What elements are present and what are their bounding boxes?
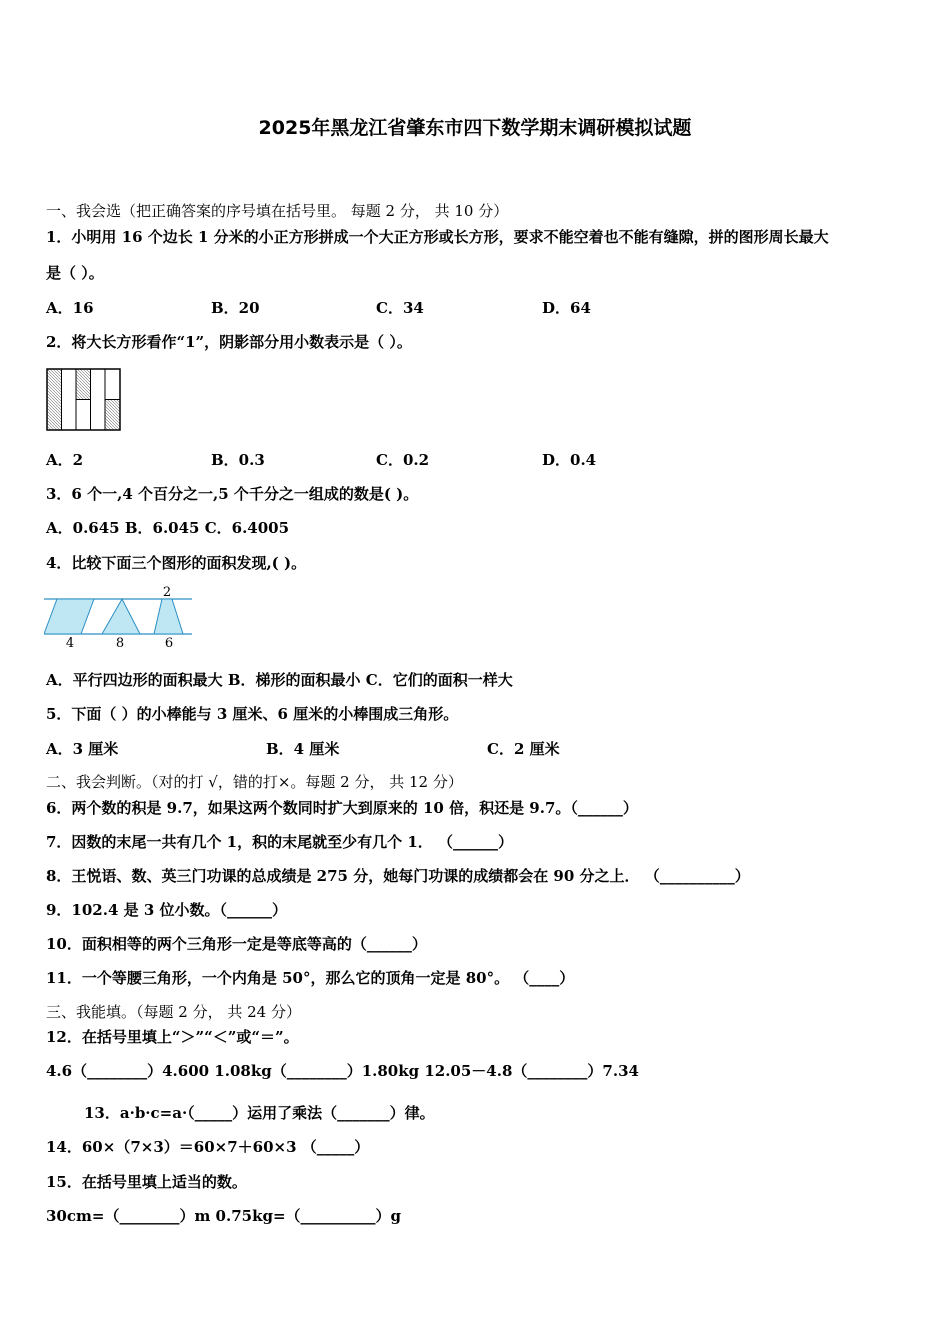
q5-option-b: B．4 厘米 — [266, 740, 340, 758]
q5-option-a: A．3 厘米 — [46, 740, 119, 758]
shaded-half-strip — [105, 400, 120, 431]
question-3: 3．6 个一,4 个百分之一,5 个千分之一组成的数是( )。 — [46, 485, 419, 503]
section-3-heading: 三、我能填。（每题 2 分， 共 24 分） — [46, 1003, 301, 1021]
question-2: 2．将大长方形看作“1”，阴影部分用小数表示是（ ）。 — [46, 333, 412, 351]
triangle-base-label: 8 — [115, 636, 125, 650]
question-12: 12．在括号里填上“＞”“＜”或“＝”。 — [46, 1028, 299, 1046]
question-6: 6．两个数的积是 9.7，如果这两个数同时扩大到原来的 10 倍，积还是 9.7。（______） — [46, 799, 638, 817]
q2-option-a: A．2 — [46, 451, 84, 469]
q4-options: A．平行四边形的面积最大 B．梯形的面积最小 C．它们的面积一样大 — [46, 671, 513, 689]
trapezoid-shape — [154, 599, 183, 634]
q1-option-d: D．64 — [542, 299, 591, 317]
page-title: 2025年黑龙江省肇东市四下数学期末调研模拟试题 — [258, 117, 692, 139]
question-13: 13．a·b·c=a·（_____）运用了乘法（_______）律。 — [84, 1104, 435, 1122]
parallelogram-shape — [44, 599, 94, 634]
section-1-heading: 一、我会选（把正确答案的序号填在括号里。 每题 2 分， 共 10 分） — [46, 202, 509, 220]
question-8: 8．王悦语、数、英三门功课的总成绩是 275 分，她每门功课的成绩都会在 90 分之上． （__________） — [46, 867, 750, 885]
question-7: 7．因数的末尾一共有几个 1，积的末尾就至少有几个 1． （______） — [46, 833, 513, 851]
question-9: 9．102.4 是 3 位小数。（______） — [46, 901, 288, 919]
question-10: 10．面积相等的两个三角形一定是等底等高的（______） — [46, 935, 427, 953]
q2-option-c: C．0.2 — [376, 451, 430, 469]
triangle-shape — [102, 599, 140, 634]
q1-option-a: A．16 — [46, 299, 94, 317]
trapezoid-base-label: 6 — [164, 636, 174, 650]
q12-items: 4.6（________）4.600 1.08kg（________）1.80kg 12.05－4.8（________）7.34 — [46, 1062, 639, 1080]
question-15: 15．在括号里填上适当的数。 — [46, 1173, 247, 1191]
q1-option-c: C．34 — [376, 299, 424, 317]
q1-option-b: B．20 — [211, 299, 260, 317]
q15-items: 30cm=（________）m 0.75kg=（__________）g — [46, 1207, 402, 1225]
q3-options: A．0.645 B．6.045 C．6.4005 — [46, 519, 290, 537]
question-4: 4．比较下面三个图形的面积发现,( )。 — [46, 554, 307, 572]
question-1-line-2: 是（ ）。 — [46, 264, 104, 282]
shaded-strip — [47, 369, 62, 430]
q2-option-d: D．0.4 — [542, 451, 597, 469]
top-base-label: 2 — [162, 585, 172, 600]
q2-option-b: B．0.3 — [211, 451, 265, 469]
question-1-line-1: 1．小明用 16 个边长 1 分米的小正方形拼成一个大正方形或长方形，要求不能空着也不能有缝隙，拼的图形周长最大 — [46, 228, 829, 246]
q5-option-c: C．2 厘米 — [487, 740, 560, 758]
shaded-half-strip — [76, 369, 91, 400]
question-5: 5．下面（ ）的小棒能与 3 厘米、6 厘米的小棒围成三角形。 — [46, 705, 459, 723]
question-14: 14．60×（7×3）＝60×7＋60×3 （_____） — [46, 1138, 370, 1156]
question-11: 11．一个等腰三角形，一个内角是 50°，那么它的顶角一定是 80°。 （____） — [46, 969, 575, 987]
section-2-heading: 二、我会判断。（对的打 √，错的打×。每题 2 分， 共 12 分） — [46, 773, 463, 791]
parallelogram-base-label: 4 — [65, 636, 75, 650]
q4-shapes-figure — [44, 582, 196, 650]
q2-rectangle-figure — [46, 368, 122, 432]
